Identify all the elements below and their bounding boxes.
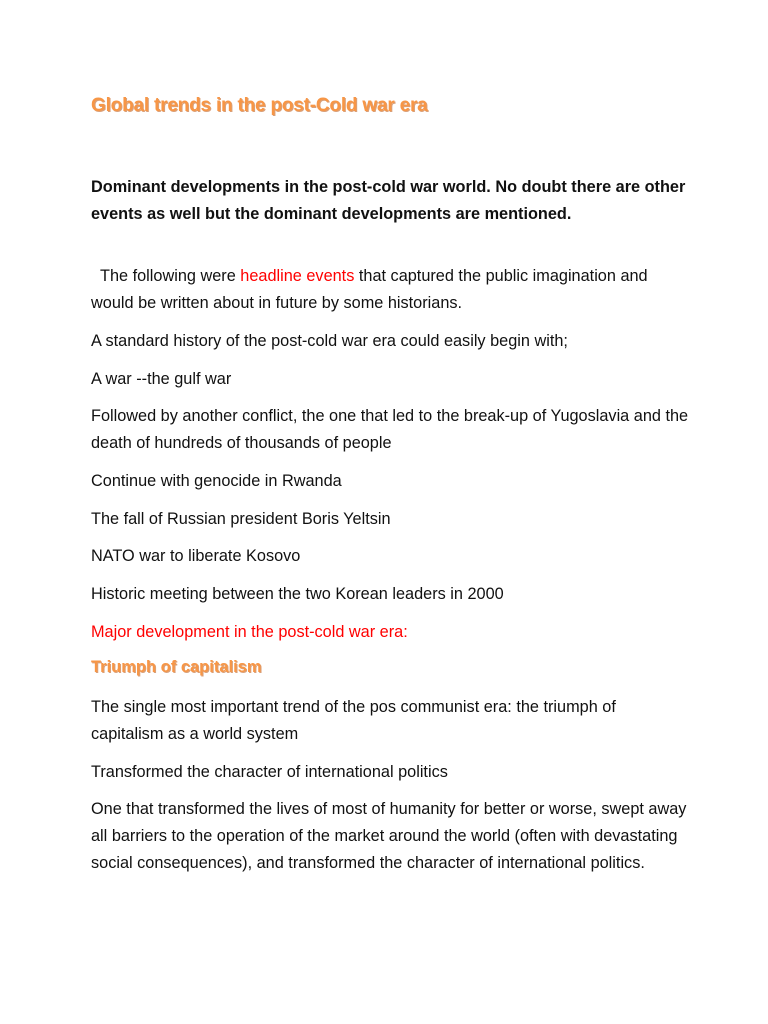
headline-text-before: The following were — [100, 267, 241, 285]
yeltsin-line: The fall of Russian president Boris Yeltsin — [91, 510, 391, 528]
transformed-character-line: Transformed the character of international politics — [91, 763, 448, 781]
yugoslavia-paragraph: Followed by another conflict, the one that led to the break-up of Yugoslavia and the death of hundreds of thousands of people — [91, 407, 689, 452]
intro-paragraph: Dominant developments in the post-cold war world. No doubt there are other events as well but the dominant developments are mentioned. — [91, 178, 686, 223]
headline-text-after: that captured the public imagination and would be written about in future by some historians. — [91, 267, 648, 312]
gulf-war-line: A war --the gulf war — [91, 370, 232, 388]
triumph-of-capitalism-heading: Triumph of capitalism — [91, 658, 262, 676]
standard-history-line: A standard history of the post-cold war era could easily begin with; — [91, 332, 568, 350]
headline-events-highlight: headline events — [240, 267, 355, 285]
rwanda-line: Continue with genocide in Rwanda — [91, 472, 342, 490]
major-development-heading: Major development in the post-cold war era: — [91, 623, 408, 641]
document-title: Global trends in the post-Cold war era — [91, 95, 428, 116]
headline-events-paragraph — [91, 263, 691, 317]
capitalism-trend-paragraph: The single most important trend of the pos communist era: the triumph of capitalism as a world system — [91, 698, 616, 743]
korea-line: Historic meeting between the two Korean leaders in 2000 — [91, 585, 504, 603]
kosovo-line: NATO war to liberate Kosovo — [91, 547, 301, 565]
transformed-lives-paragraph: One that transformed the lives of most of humanity for better or worse, swept away all barriers to the operation of the market around the world (often with devastating social consequences), and transformed the character of international politics. — [91, 800, 687, 872]
